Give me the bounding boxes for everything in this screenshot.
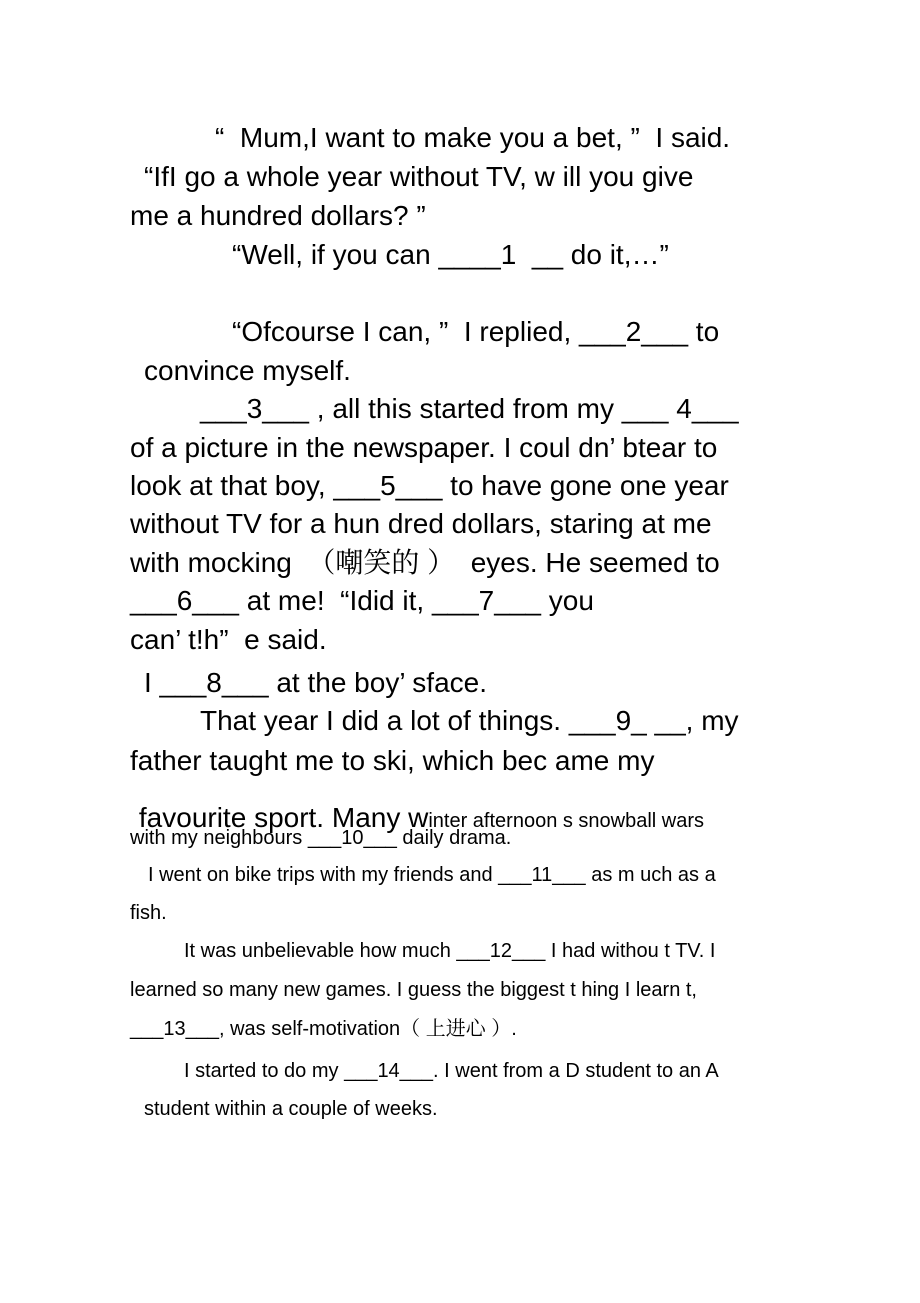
text-line: ___3___ , all this started from my ___ 4___ xyxy=(200,393,739,424)
text-line: look at that boy, ___5___ to have gone one year xyxy=(130,470,729,501)
text-line: student within a couple of weeks. xyxy=(144,1098,438,1120)
text-line: learned so many new games. I guess the biggest t hing I learn t, xyxy=(130,979,697,1001)
text-line: I ___8___ at the boy’ sface. xyxy=(144,667,487,698)
text-line: without TV for a hun dred dollars, staring at me xyxy=(130,508,712,539)
text-line: of a picture in the newspaper. I coul dn’ btear to xyxy=(130,432,718,463)
text-segment: inter afternoon s snowball wars xyxy=(428,810,705,832)
text-line: “Ofcourse I can, ” I replied, ___2___ to xyxy=(232,316,720,347)
text-line: “ Mum,I want to make you a bet, ” I said. xyxy=(215,122,731,153)
text-line: with my neighbours ___10___ daily drama. xyxy=(130,827,512,849)
text-line: That year I did a lot of things. ___9_ __, my xyxy=(200,705,739,736)
text-line: convince myself. xyxy=(144,355,351,386)
text-line: can’ t!h” e said. xyxy=(130,624,327,655)
text-line: I started to do my ___14___. I went from a D student to an A xyxy=(184,1060,719,1082)
text-line: with mocking （嘲笑的 ） eyes. He seemed to xyxy=(130,547,720,578)
text-line xyxy=(130,788,704,832)
text-line: “Well, if you can ____1 __ do it,…” xyxy=(232,239,669,270)
text-segment: favourite sport. Many w xyxy=(138,802,429,833)
text-line: ___13___, was self-motivation（ 上进心 ）. xyxy=(130,1018,517,1040)
text-line: me a hundred dollars? ” xyxy=(130,200,426,231)
text-line: father taught me to ski, which bec ame my xyxy=(130,745,655,776)
text-line: It was unbelievable how much ___12___ I had withou t TV. I xyxy=(184,940,716,962)
text-line: fish. xyxy=(130,902,167,924)
text-line: “IfI go a whole year without TV, w ill you give xyxy=(144,161,694,192)
text-line: I went on bike trips with my friends and ___11___ as m uch as a xyxy=(148,864,716,886)
text-line: ___6___ at me! “Idid it, ___7___ you xyxy=(130,585,594,616)
